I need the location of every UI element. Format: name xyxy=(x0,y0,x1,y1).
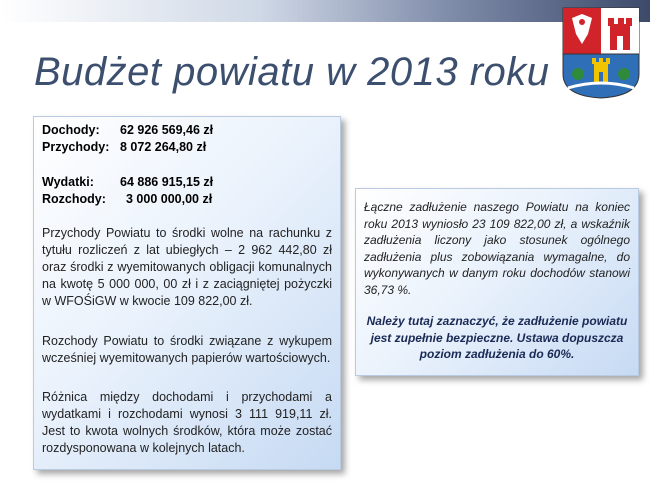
income-value: 62 926 569,46 zł xyxy=(120,123,214,137)
revenue-explanation-paragraph: Przychody Powiatu to środki wolne na rachunku z tytułu rozliczeń z lat ubiegłych – 2 962 442,80 zł oraz środki z wyemitowanych obligacji komunalnych na kwotę 5 000 000, 00 zł i z zaciągniętej pożyczki w WFOŚiGW w kwocie 109 822,00 zł. xyxy=(42,226,332,308)
expenses-label: Wydatki: xyxy=(42,175,94,189)
income-label: Dochody: xyxy=(42,123,100,137)
revenue-value: 8 072 264,80 zł xyxy=(120,140,207,154)
revenue-row xyxy=(42,140,206,154)
coat-of-arms-icon xyxy=(560,4,642,100)
top-decorative-band xyxy=(0,0,650,22)
expenses-row xyxy=(42,175,213,189)
slide-title: Budżet powiatu w 2013 roku xyxy=(34,50,550,94)
budget-summary-box xyxy=(33,116,341,470)
outflows-row xyxy=(42,192,212,206)
income-row xyxy=(42,123,213,137)
debt-paragraph: Łączne zadłużenie naszego Powiatu na koniec roku 2013 wyniosło 23 109 822,00 zł, a wskaźnik zadłużenia liczony jako stosunek ogólnego zadłużenia plus zobowiązania wymagalne, do wykonywanych w danym roku dochodów stanowi 36,73 %. xyxy=(364,200,630,297)
outflows-value: 3 000 000,00 zł xyxy=(126,192,213,206)
outflows-explanation-paragraph: Rozchody Powiatu to środki związane z wykupem wcześniej wyemitowanych papierów wartościowych. xyxy=(42,334,332,365)
debt-emphasis-paragraph: Należy tutaj zaznaczyć, że zadłużenie powiatu jest zupełnie bezpieczne. Ustawa dopuszcza poziom zadłużenia do 60%. xyxy=(366,314,628,361)
outflows-label: Rozchody: xyxy=(42,192,106,206)
revenue-label: Przychody: xyxy=(42,140,110,154)
debt-summary-box xyxy=(355,188,639,376)
expenses-value: 64 886 915,15 zł xyxy=(120,175,214,189)
difference-explanation-paragraph: Różnica między dochodami i przychodami a wydatkami i rozchodami wynosi 3 111 919,11 zł. Jest to kwota wolnych środków, która może zostać rozdysponowana w kolejnych latach. xyxy=(42,390,332,455)
